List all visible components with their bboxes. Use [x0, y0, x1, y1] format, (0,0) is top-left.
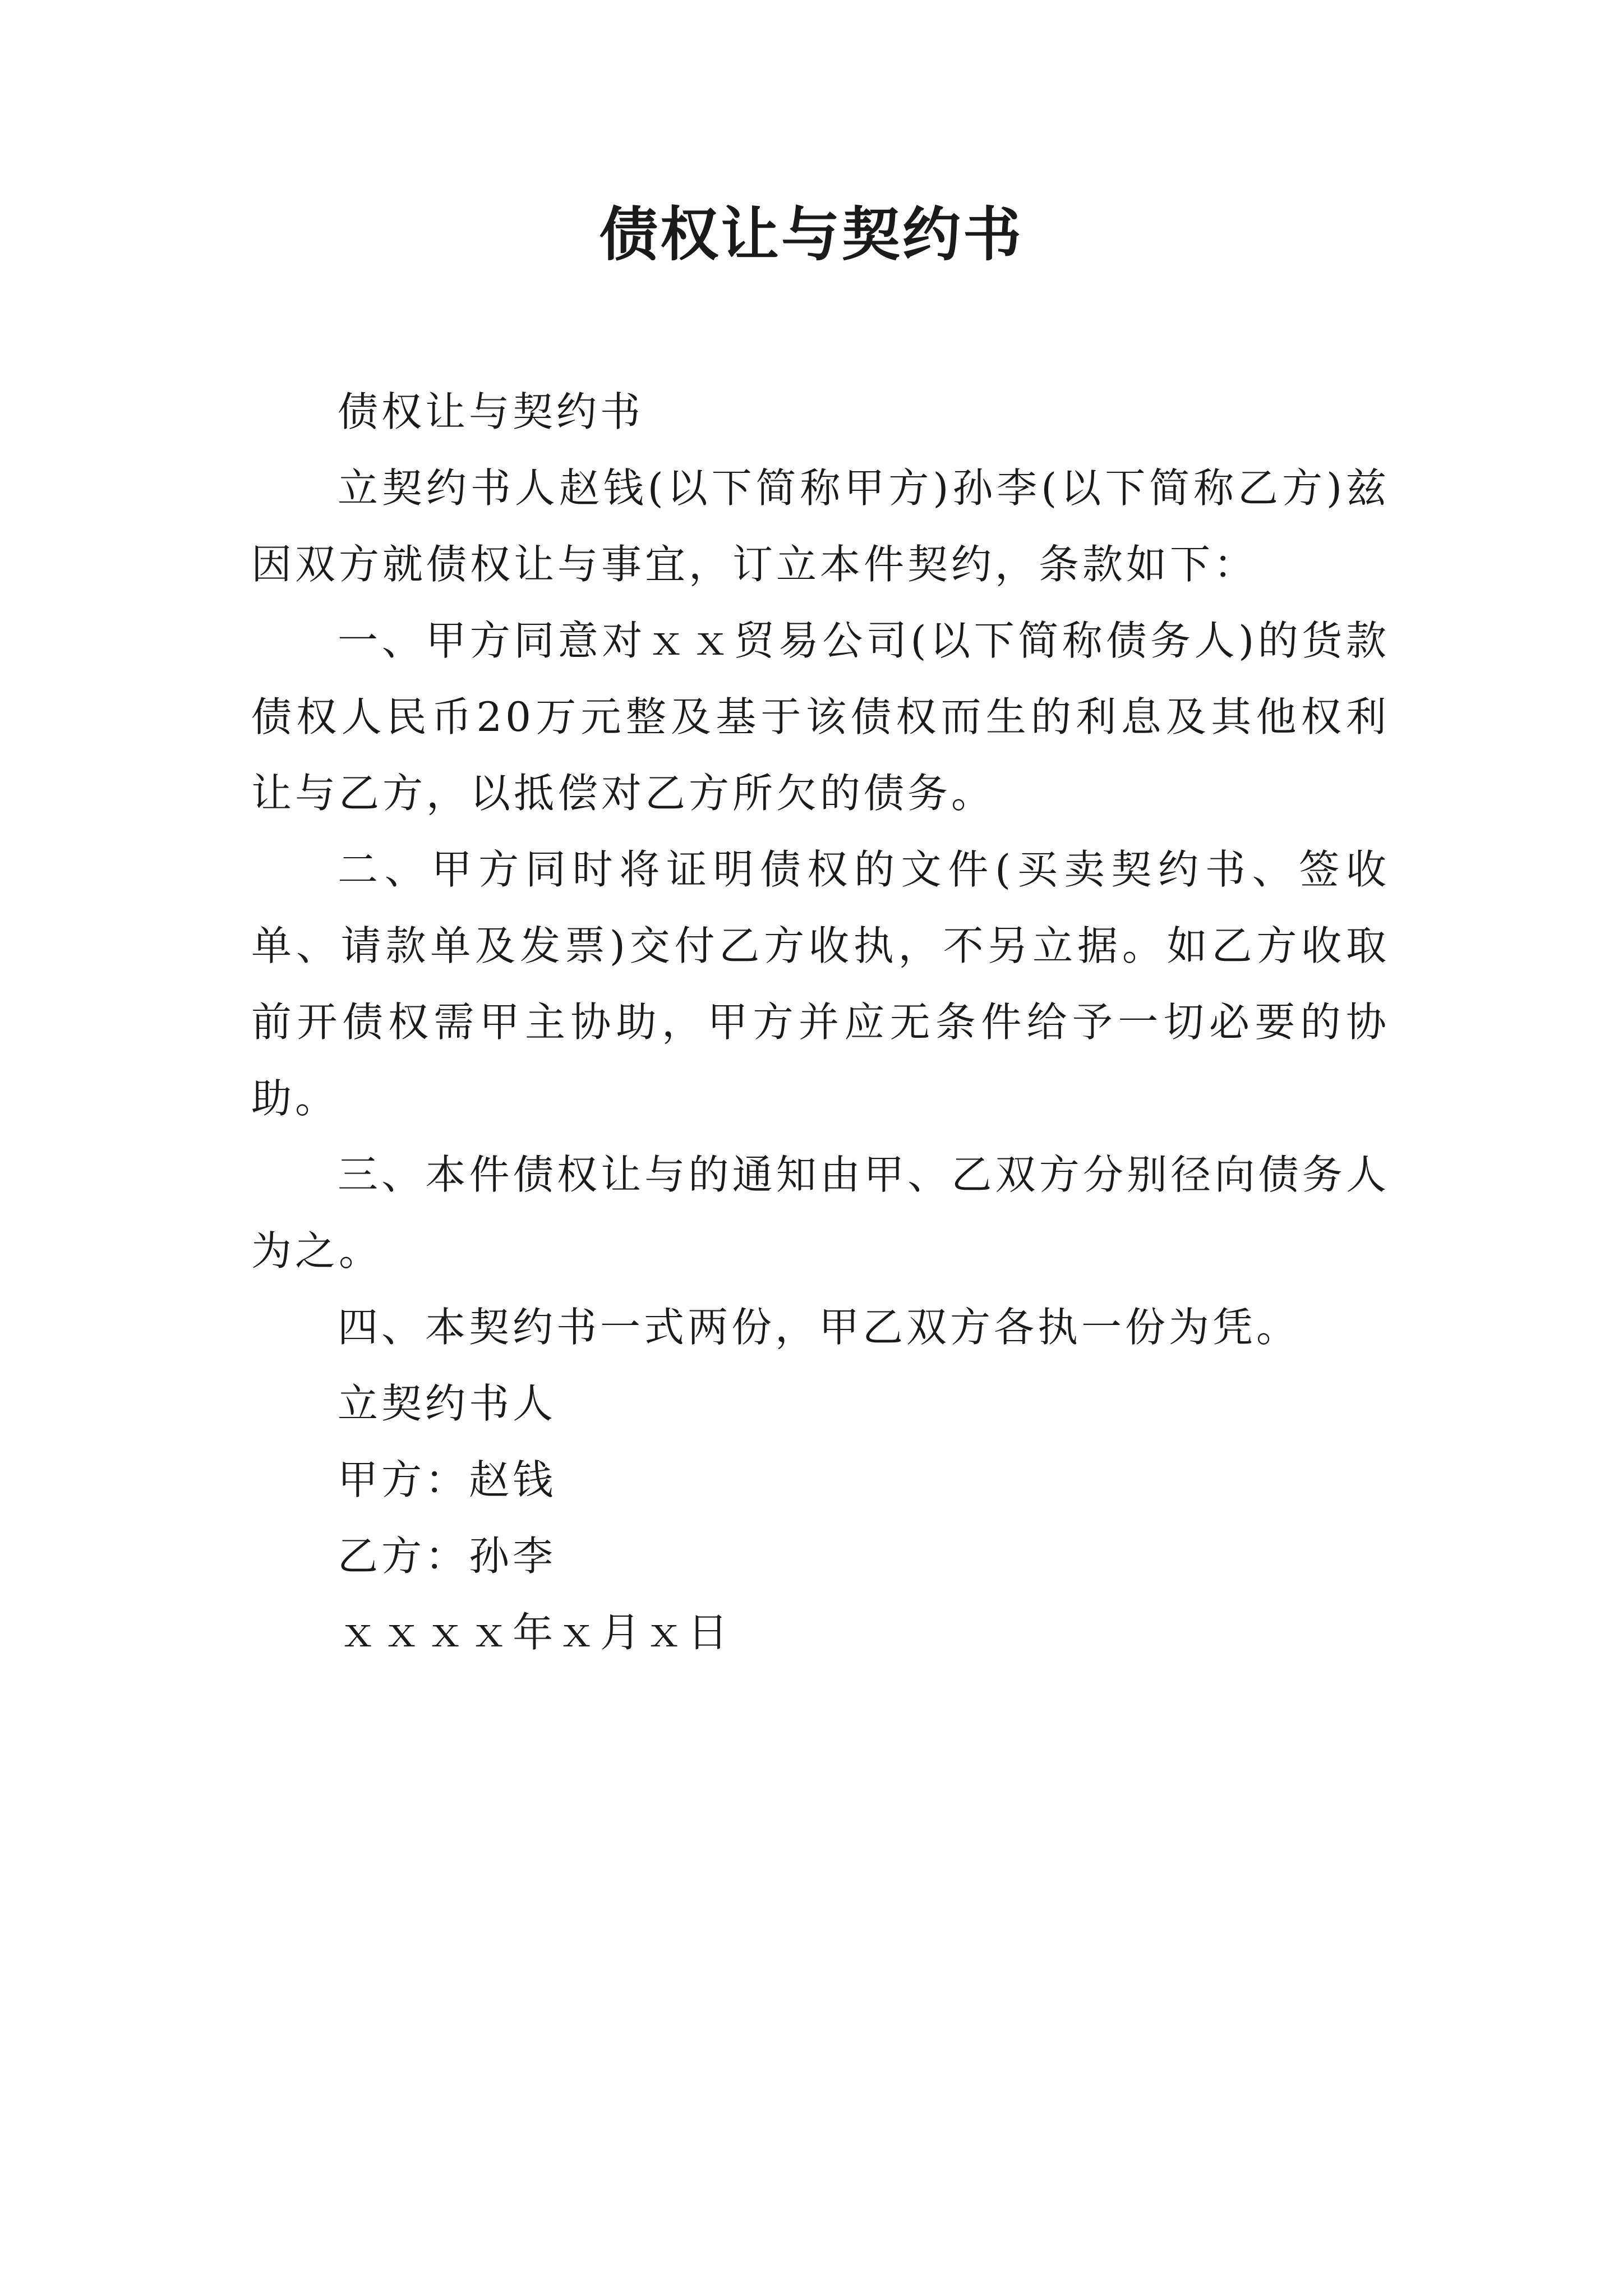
clause-4: 四、本契约书一式两份，甲乙双方各执一份为凭。	[338, 1304, 1301, 1351]
party-a-line: 甲方：赵钱	[338, 1456, 557, 1503]
clause-2: 二、甲方同时将证明债权的文件(买卖契约书、签收单、请款单及发票)交付乙方收执，不另立据。如乙方收取前开债权需甲主协助，甲方并应无条件给予一切必要的协助。	[251, 846, 1390, 1122]
preamble-paragraph: 立契约书人赵钱(以下简称甲方)孙李(以下简称乙方)兹因双方就债权让与事宜，订立本件契约，条款如下：	[251, 464, 1390, 588]
clause-1: 一、甲方同意对ｘｘ贸易公司(以下简称债务人)的货款债权人民币20万元整及基于该债权而生的利息及其他权利让与乙方，以抵偿对乙方所欠的债务。	[251, 617, 1390, 817]
date-line: ｘｘｘｘ年ｘ月ｘ日	[338, 1609, 732, 1656]
clause-3: 三、本件债权让与的通知由甲、乙双方分别径向债务人为之。	[251, 1151, 1390, 1274]
document-title: 债权让与契约书	[599, 200, 1023, 269]
document-body	[251, 374, 1390, 1671]
party-b-line: 乙方：孙李	[338, 1533, 557, 1580]
body-heading: 债权让与契约书	[338, 388, 644, 435]
signatories-label: 立契约书人	[338, 1380, 557, 1427]
